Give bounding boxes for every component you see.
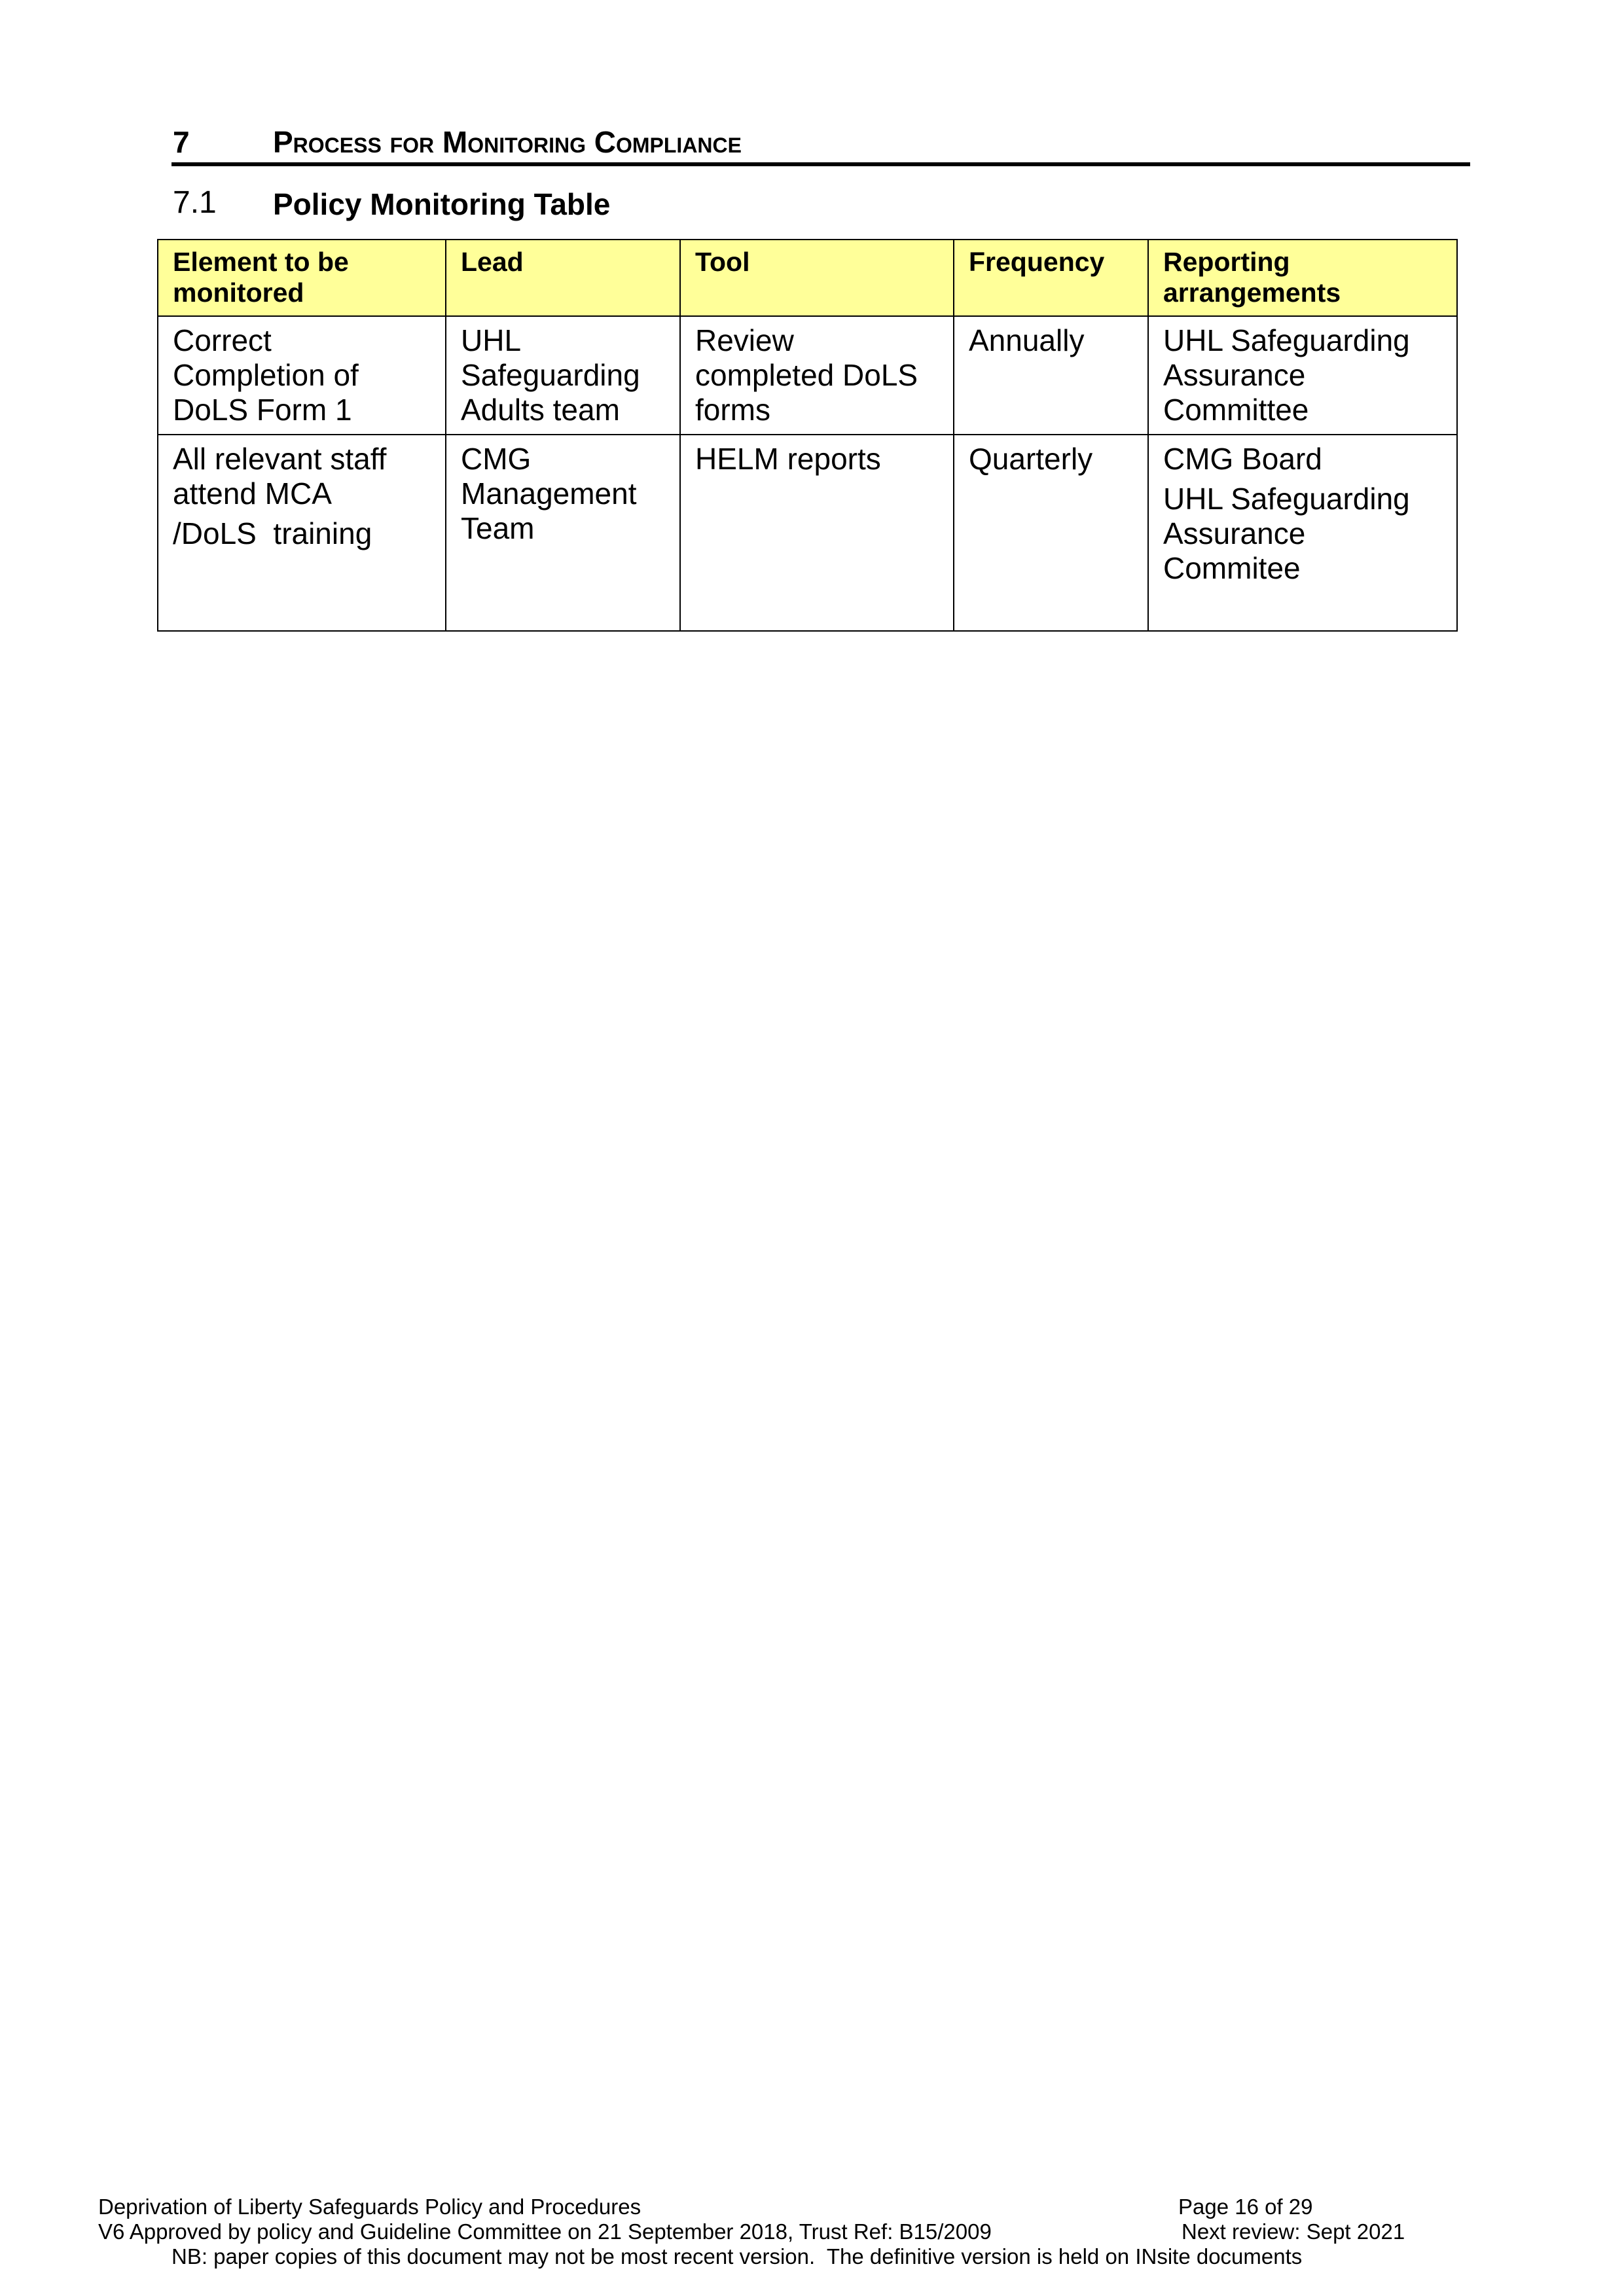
footer-approval-line: V6 Approved by policy and Guideline Committee on 21 September 2018, Trust Ref: B15/2009 bbox=[98, 2219, 992, 2244]
subsection-title: Policy Monitoring Table bbox=[273, 187, 611, 221]
cell-text: Assurance bbox=[1163, 358, 1306, 392]
cell-text: forms bbox=[695, 393, 770, 427]
cell-text: Management bbox=[461, 476, 637, 511]
cell-reporting bbox=[1148, 435, 1457, 631]
footer-page-number: Page 16 of 29 bbox=[1178, 2195, 1313, 2219]
cell-tool bbox=[680, 316, 954, 435]
section-number: 7 bbox=[173, 125, 190, 159]
table-row bbox=[158, 435, 1457, 631]
header-tool bbox=[680, 240, 954, 316]
header-tool-label: Tool bbox=[695, 247, 750, 277]
cell-text: Committee bbox=[1163, 393, 1309, 427]
cell-text: Team bbox=[461, 511, 535, 545]
subsection-heading bbox=[171, 185, 1153, 224]
header-reporting-line2: arrangements bbox=[1163, 278, 1341, 308]
cell-element bbox=[158, 435, 446, 631]
cell-text: Quarterly bbox=[969, 442, 1093, 476]
cell-text: attend MCA bbox=[173, 476, 332, 511]
cell-lead bbox=[446, 435, 680, 631]
header-frequency-label: Frequency bbox=[969, 247, 1105, 277]
cell-element bbox=[158, 316, 446, 435]
cell-text: CMG Board bbox=[1163, 442, 1322, 476]
cell-text: Annually bbox=[969, 323, 1085, 357]
header-lead bbox=[446, 240, 680, 316]
header-frequency bbox=[954, 240, 1148, 316]
cell-reporting bbox=[1148, 316, 1457, 435]
header-reporting bbox=[1148, 240, 1457, 316]
cell-text: Commitee bbox=[1163, 551, 1301, 585]
header-element-line2: monitored bbox=[173, 278, 304, 308]
cell-text: UHL bbox=[461, 323, 522, 357]
header-lead-label: Lead bbox=[461, 247, 524, 277]
cell-frequency bbox=[954, 316, 1148, 435]
cell-frequency bbox=[954, 435, 1148, 631]
cell-text: HELM reports bbox=[695, 442, 881, 476]
section-title: Process for Monitoring Compliance bbox=[273, 125, 742, 159]
table-header-row bbox=[158, 240, 1457, 316]
cell-tool bbox=[680, 435, 954, 631]
cell-text: DoLS Form 1 bbox=[173, 393, 352, 427]
cell-lead bbox=[446, 316, 680, 435]
policy-monitoring-table bbox=[157, 239, 1458, 632]
cell-text: All relevant staff bbox=[173, 442, 387, 476]
header-element bbox=[158, 240, 446, 316]
cell-text: Completion of bbox=[173, 358, 359, 392]
cell-text: /DoLS training bbox=[173, 516, 372, 550]
header-element-line1: Element to be bbox=[173, 247, 349, 277]
cell-text: Safeguarding bbox=[461, 358, 640, 392]
section-heading bbox=[171, 124, 1470, 166]
cell-text: Correct bbox=[173, 323, 272, 357]
cell-text: completed DoLS bbox=[695, 358, 918, 392]
cell-text: Adults team bbox=[461, 393, 620, 427]
cell-text: Review bbox=[695, 323, 794, 357]
table-row bbox=[158, 316, 1457, 435]
cell-text: UHL Safeguarding bbox=[1163, 482, 1410, 516]
footer-next-review: Next review: Sept 2021 bbox=[1182, 2219, 1405, 2244]
cell-text: CMG bbox=[461, 442, 532, 476]
header-reporting-line1: Reporting bbox=[1163, 247, 1290, 277]
subsection-number: 7.1 bbox=[173, 185, 217, 220]
cell-text: Assurance bbox=[1163, 516, 1306, 550]
cell-text: UHL Safeguarding bbox=[1163, 323, 1410, 357]
footer-document-title: Deprivation of Liberty Safeguards Policy and Procedures bbox=[98, 2195, 641, 2219]
footer-note: NB: paper copies of this document may not be most recent version. The definitive version is held on INsite documents bbox=[171, 2244, 1303, 2269]
